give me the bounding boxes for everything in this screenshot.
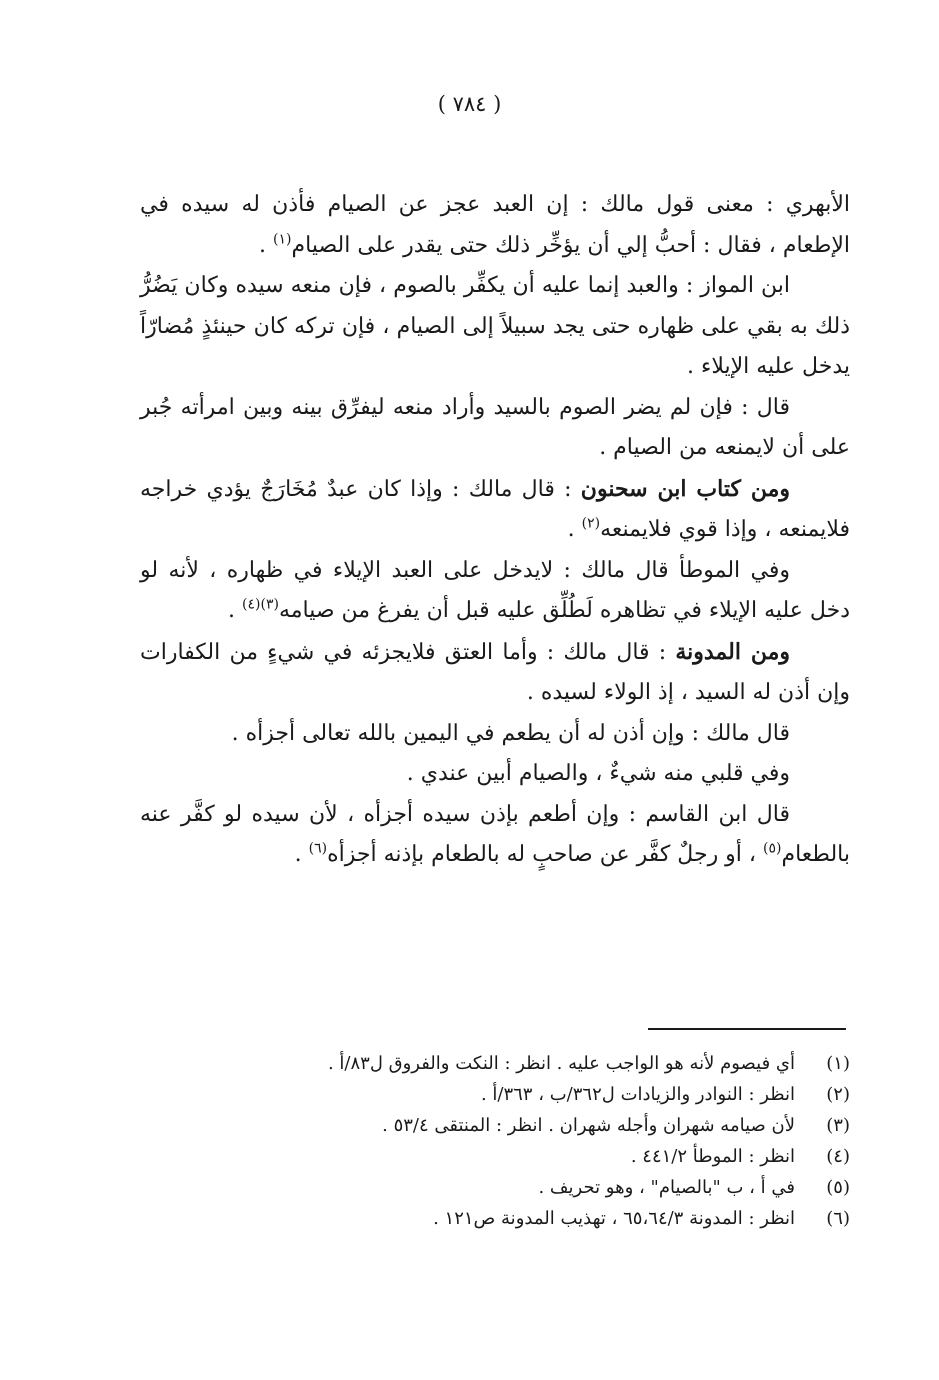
paragraph-tail: .	[567, 517, 582, 542]
footnote-text: أي فيصوم لأنه هو الواجب عليه . انظر : النكت والفروق ل٨٣/أ .	[327, 1053, 795, 1074]
paragraph-text: : قال مالك : وإذا كان عبدٌ مُخَارَجٌ يؤدي خراجه فلايمنعه ، وإذا قوي فلايمنعه	[140, 476, 850, 542]
paragraph-text: قال : فإن لم يضر الصوم بالسيد وأراد منعه ليفرِّق بينه وبين امرأته جُبر على أن لايمنعه من الصيام .	[140, 394, 850, 460]
paragraph-text: : قال مالك : وأما العتق فلايجزئه في شيءٍ من الكفارات وإن أذن له السيد ، إذ الولاء لسيده .	[140, 639, 850, 705]
footnote	[300, 1172, 850, 1203]
paragraph-text: الأبهري : معنى قول مالك : إن العبد عجز عن الصيام فأذن له سيده في الإطعام ، فقال : أحبُّ إلي أن يؤخِّر ذلك حتى يقدر على الصيام	[140, 192, 850, 258]
footnote	[300, 1203, 850, 1234]
footnote-ref[interactable]: (٦)	[308, 840, 328, 857]
paragraph	[140, 469, 850, 551]
footnote	[300, 1079, 850, 1110]
footnote-number: (١)	[826, 1053, 850, 1074]
footnote-ref[interactable]: (٣)(٤)	[242, 596, 279, 613]
paragraph-tail: ، أو رجلٌ كفَّر عن صاحبٍ له بالطعام بإذنه أجزأه	[327, 842, 764, 867]
footnote-ref[interactable]: (٢)	[581, 515, 601, 532]
paragraph	[140, 714, 850, 755]
footnote-text: لأن صيامه شهران وأجله شهران . انظر : المنتقى ٥٣/٤ .	[382, 1115, 795, 1136]
footnote-text: انظر : النوادر والزيادات ل٣٦٢/ب ، ٣٦٣/أ .	[480, 1084, 795, 1105]
paragraph-text: ابن المواز : والعبد إنما عليه أن يكفِّر بالصوم ، فإن منعه سيده وكان يَضُرُّ ذلك به بقي على ظهاره حتى يجد سبيلاً إلى الصيام ، فإن تركه كان حينئذٍ مُضارّاً يدخل عليه الإيلاء .	[140, 273, 850, 379]
footnote	[300, 1141, 850, 1172]
paragraph	[140, 632, 850, 714]
paragraph	[140, 388, 850, 469]
paragraph-text: قال مالك : وإن أذن له أن يطعم في اليمين بالله تعالى أجزأه .	[231, 720, 790, 746]
section-source-heading: ومن المدونة	[675, 638, 790, 665]
paragraph	[140, 185, 850, 266]
paragraph	[140, 551, 850, 632]
footnote	[300, 1110, 850, 1141]
page-number: ( ٧٨٤ )	[437, 92, 502, 116]
paragraph	[140, 754, 850, 795]
paragraph-tail: .	[294, 842, 309, 867]
paragraph	[140, 795, 850, 876]
main-text	[140, 185, 850, 876]
paragraph-text: وفي الموطأ قال مالك : لايدخل على العبد الإيلاء في ظهاره ، لأنه لو دخل عليه الإيلاء في تظاهره لَطُلِّق عليه قبل أن يفرغ من صيامه	[140, 557, 850, 623]
section-source-heading: ومن كتاب ابن سحنون	[580, 475, 790, 502]
paragraph-text: وفي قلبي منه شيءٌ ، والصيام أبين عندي .	[406, 761, 790, 786]
paragraph-tail: .	[228, 598, 243, 623]
footnote-text: انظر : الموطأ ٤٤١/٢ .	[630, 1146, 795, 1167]
footnote-number: (٣)	[826, 1115, 850, 1136]
footnote-text: انظر : المدونة ٦٥،٦٤/٣ ، تهذيب المدونة ص١٢١ .	[433, 1208, 795, 1229]
footnote-number: (٤)	[826, 1146, 850, 1167]
footnote-text: في أ ، ب "بالصيام" ، وهو تحريف .	[538, 1177, 795, 1198]
footnote-number: (٢)	[826, 1084, 850, 1105]
footnotes	[300, 1048, 850, 1234]
paragraph	[140, 266, 850, 388]
footnote-ref[interactable]: (٥)	[763, 840, 782, 857]
paragraph-tail: .	[259, 232, 274, 258]
paragraph-text: قال ابن القاسم : وإن أطعم بإذن سيده أجزأه ، لأن سيده لو كفَّر عنه بالطعام	[140, 801, 850, 867]
footnote-divider	[648, 1028, 846, 1030]
footnote-ref[interactable]: (١)	[273, 231, 292, 248]
footnote-number: (٦)	[826, 1208, 850, 1229]
footnote-number: (٥)	[826, 1177, 850, 1198]
footnote	[300, 1048, 850, 1079]
